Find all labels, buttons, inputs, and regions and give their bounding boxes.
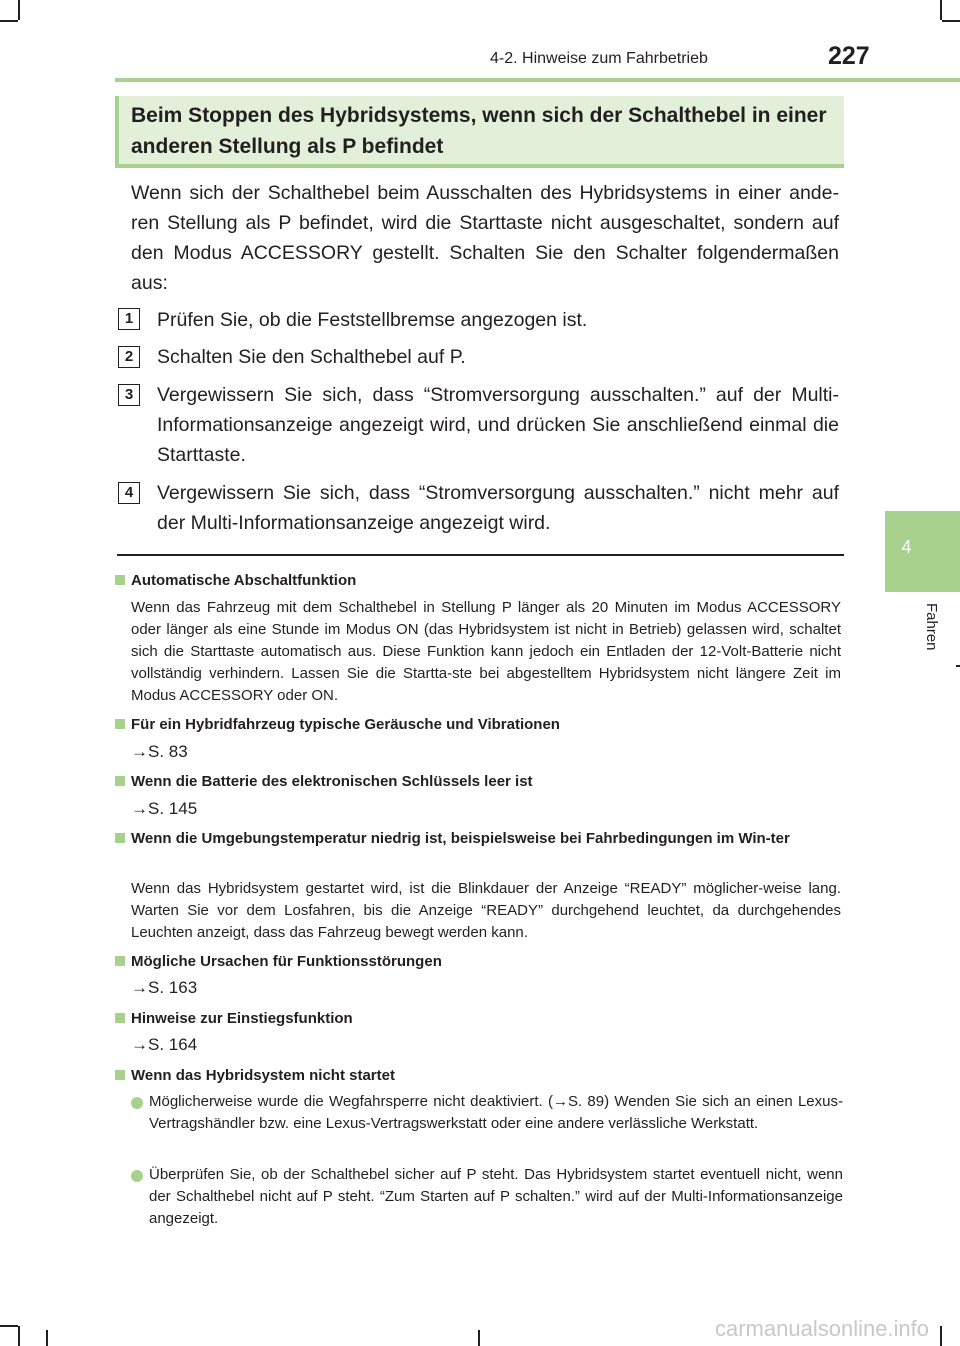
step-text: Vergewissern Sie sich, dass “Stromversorgung ausschalten.” auf der Multi-Informationsanzeige angezeigt wird, und drücken Sie anschließend einmal die Starttaste. xyxy=(157,384,839,466)
page-reference: →S. 163 xyxy=(131,978,198,997)
section-title: Beim Stoppen des Hybridsystems, wenn sich der Schalthebel in einer anderen Stellung als P befindet xyxy=(131,104,827,158)
bullet-text: Überprüfen Sie, ob der Schalthebel sicher auf P steht. Das Hybridsystem startet eventuell nicht, wenn der Schalthebel nicht auf P steht. “Zum Starten auf P schalten.” wird auf der Multi-Informationsanzeige angezeigt. xyxy=(149,1166,843,1227)
note-heading-text: Für ein Hybridfahrzeug typische Geräusche und Vibrationen xyxy=(131,716,560,733)
step-text: Vergewissern Sie sich, dass “Stromversorgung ausschalten.” nicht mehr auf der Multi-Informationsanzeige angezeigt wird. xyxy=(157,482,839,534)
chapter-number: 4 xyxy=(901,537,912,557)
crop-mark xyxy=(940,0,942,20)
note-heading xyxy=(115,828,847,850)
square-bullet-icon xyxy=(115,575,125,585)
note-heading xyxy=(115,714,847,736)
step-number: 1 xyxy=(118,308,140,330)
note-heading-text: Automatische Abschaltfunktion xyxy=(131,572,357,589)
header-rule xyxy=(115,78,960,82)
circle-bullet-icon xyxy=(131,1170,143,1182)
step-number: 3 xyxy=(118,384,140,406)
crop-mark xyxy=(0,1325,18,1327)
note-heading-text: Hinweise zur Einstiegsfunktion xyxy=(131,1010,353,1027)
section-title-box xyxy=(115,96,844,168)
note-heading xyxy=(115,570,847,592)
section-divider xyxy=(117,554,844,556)
note-heading-text: Wenn die Umgebungstemperatur niedrig ist, beispielsweise bei Fahrbedingungen im Win-ter xyxy=(131,830,790,847)
crop-mark xyxy=(478,1330,480,1346)
page-reference: →S. 145 xyxy=(131,799,198,818)
intro-paragraph: Wenn sich der Schalthebel beim Ausschalten des Hybridsystems in einer ande-ren Stellung als P befindet, wird die Starttaste nicht ausgeschaltet, sondern auf den Modus ACCESSORY gestellt. Schalten Sie den Schalter folgendermaßen aus: xyxy=(131,182,839,294)
chapter-label: Fahren xyxy=(923,603,940,651)
page-reference: →S. 83 xyxy=(131,742,188,761)
step-text: Prüfen Sie, ob die Feststellbremse angezogen ist. xyxy=(157,309,588,331)
note-body: Wenn das Hybridsystem gestartet wird, ist die Blinkdauer der Anzeige “READY” möglicher-weise lang. Warten Sie vor dem Losfahren, bis die Anzeige “READY” durchgehend leuchtet, da durchgehendes Leuchten anzeigt, dass das Fahrzeug bewegt werden kann. xyxy=(131,880,841,941)
square-bullet-icon xyxy=(115,956,125,966)
note-heading-text: Mögliche Ursachen für Funktionsstörungen xyxy=(131,953,442,970)
crop-mark xyxy=(956,665,960,667)
step-text: Schalten Sie den Schalthebel auf P. xyxy=(157,346,466,368)
square-bullet-icon xyxy=(115,833,125,843)
page-number: 227 xyxy=(828,42,870,70)
watermark: carmanualsonline.info xyxy=(715,1316,930,1341)
note-heading xyxy=(115,771,847,793)
crop-mark xyxy=(18,1326,20,1346)
crop-mark xyxy=(46,1330,48,1346)
note-body: Wenn das Fahrzeug mit dem Schalthebel in Stellung P länger als 20 Minuten im Modus ACCESSORY oder länger als eine Stunde im Modus ON (das Hybridsystem ist nicht in Betrieb) gelassen wird, schaltet sich die Starttaste automatisch aus. Diese Funktion kann jedoch ein Entladen der 12-Volt-Batterie nicht vollständig verhindern. Lassen Sie die Startta-ste bei abgestelltem Hybridsystem nicht längere Zeit im Modus ACCESSORY oder ON. xyxy=(131,599,841,704)
note-heading-text: Wenn die Batterie des elektronischen Schlüssels leer ist xyxy=(131,773,533,790)
note-heading xyxy=(115,1008,847,1030)
crop-mark xyxy=(940,1326,942,1346)
note-heading xyxy=(115,1065,847,1087)
step-number: 4 xyxy=(118,482,140,504)
square-bullet-icon xyxy=(115,1070,125,1080)
bullet-text: Möglicherweise wurde die Wegfahrsperre nicht deaktiviert. (→S. 89) Wenden Sie sich an einen Lexus-Vertragshändler bzw. eine Lexus-Vertragswerkstatt oder eine andere verlässliche Werkstatt. xyxy=(149,1093,843,1132)
step-number: 2 xyxy=(118,346,140,368)
crop-mark xyxy=(18,0,20,20)
circle-bullet-icon xyxy=(131,1097,143,1109)
crop-mark xyxy=(0,20,18,22)
note-heading-text: Wenn das Hybridsystem nicht startet xyxy=(131,1067,395,1084)
page-reference: →S. 164 xyxy=(131,1035,198,1054)
square-bullet-icon xyxy=(115,1013,125,1023)
square-bullet-icon xyxy=(115,719,125,729)
chapter-tab xyxy=(885,511,960,592)
square-bullet-icon xyxy=(115,776,125,786)
crop-mark xyxy=(942,20,960,22)
running-header: 4-2. Hinweise zum Fahrbetrieb xyxy=(490,50,708,67)
note-heading xyxy=(115,951,847,973)
